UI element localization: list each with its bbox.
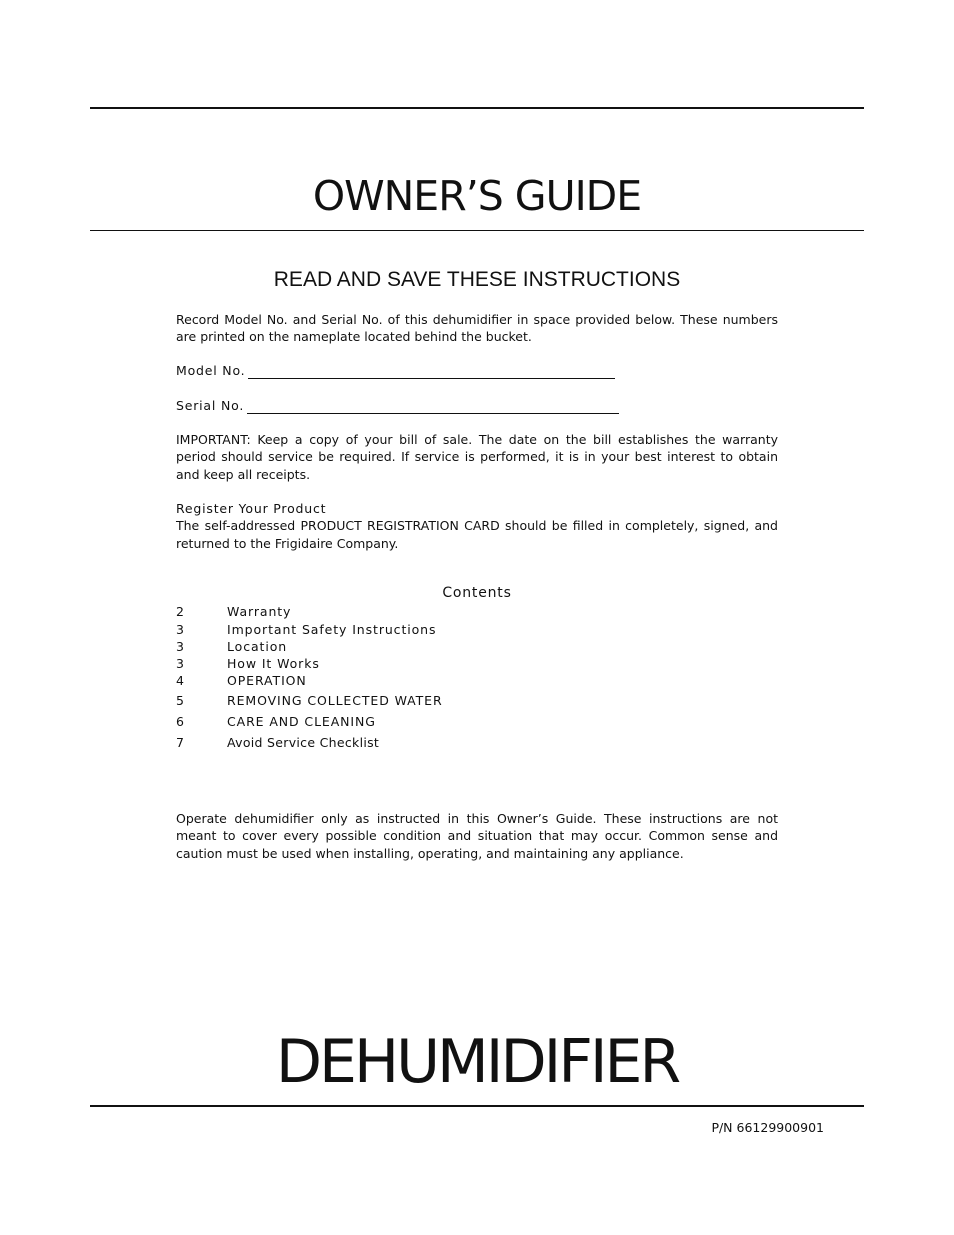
part-number: P/N 66129900901 <box>711 1120 824 1135</box>
toc-label: Avoid Service Checklist <box>227 735 380 750</box>
toc-page-number: 3 <box>176 622 185 637</box>
toc-page-number: 7 <box>176 735 185 750</box>
toc-page-number: 2 <box>176 604 185 619</box>
model-number-label: Model No. <box>176 363 246 378</box>
toc-label: OPERATION <box>227 673 307 688</box>
register-section <box>176 500 778 552</box>
toc-page-number: 6 <box>176 714 185 729</box>
register-paragraph: The self-addressed PRODUCT REGISTRATION CARD should be filled in completely, signed, and returned to the Frigidaire Company. <box>176 518 778 551</box>
bottom-divider <box>90 1105 864 1107</box>
contents-heading: Contents <box>442 585 512 601</box>
toc-page-number: 4 <box>176 673 185 688</box>
title-divider <box>90 230 864 231</box>
top-divider <box>90 107 864 109</box>
instructions-subtitle: READ AND SAVE THESE INSTRUCTIONS <box>273 268 681 291</box>
important-paragraph: IMPORTANT: Keep a copy of your bill of sale. The date on the bill establishes the warranty period should service be required. If service is performed, it is in your best interest to obtain and keep all receipts. <box>176 432 778 482</box>
toc-label: How It Works <box>227 656 320 671</box>
toc-page-number: 3 <box>176 656 185 671</box>
model-number-blank <box>248 366 615 379</box>
record-paragraph: Record Model No. and Serial No. of this dehumidifier in space provided below. These numbers are printed on the nameplate located behind the bucket. <box>176 312 778 345</box>
toc-label: Warranty <box>227 604 292 619</box>
toc-label: CARE AND CLEANING <box>227 714 376 729</box>
toc-page-number: 3 <box>176 639 185 654</box>
toc-page-number: 5 <box>176 693 185 708</box>
page-title: OWNER’S GUIDE <box>312 172 642 220</box>
register-heading: Register Your Product <box>176 501 327 516</box>
toc-label: Important Safety Instructions <box>227 622 437 637</box>
toc-label: REMOVING COLLECTED WATER <box>227 693 443 708</box>
serial-number-row <box>176 397 619 414</box>
serial-number-label: Serial No. <box>176 398 245 413</box>
toc-label: Location <box>227 639 288 654</box>
model-number-row <box>176 362 615 379</box>
operate-notice-paragraph: Operate dehumidifier only as instructed in this Owner’s Guide. These instructions are not meant to cover every possible condition and situation that may occur. Common sense and caution must be used when installing, operating, and maintaining any appliance. <box>176 811 778 861</box>
product-name: DEHUMIDIFIER <box>275 1027 679 1097</box>
serial-number-blank <box>247 401 619 414</box>
